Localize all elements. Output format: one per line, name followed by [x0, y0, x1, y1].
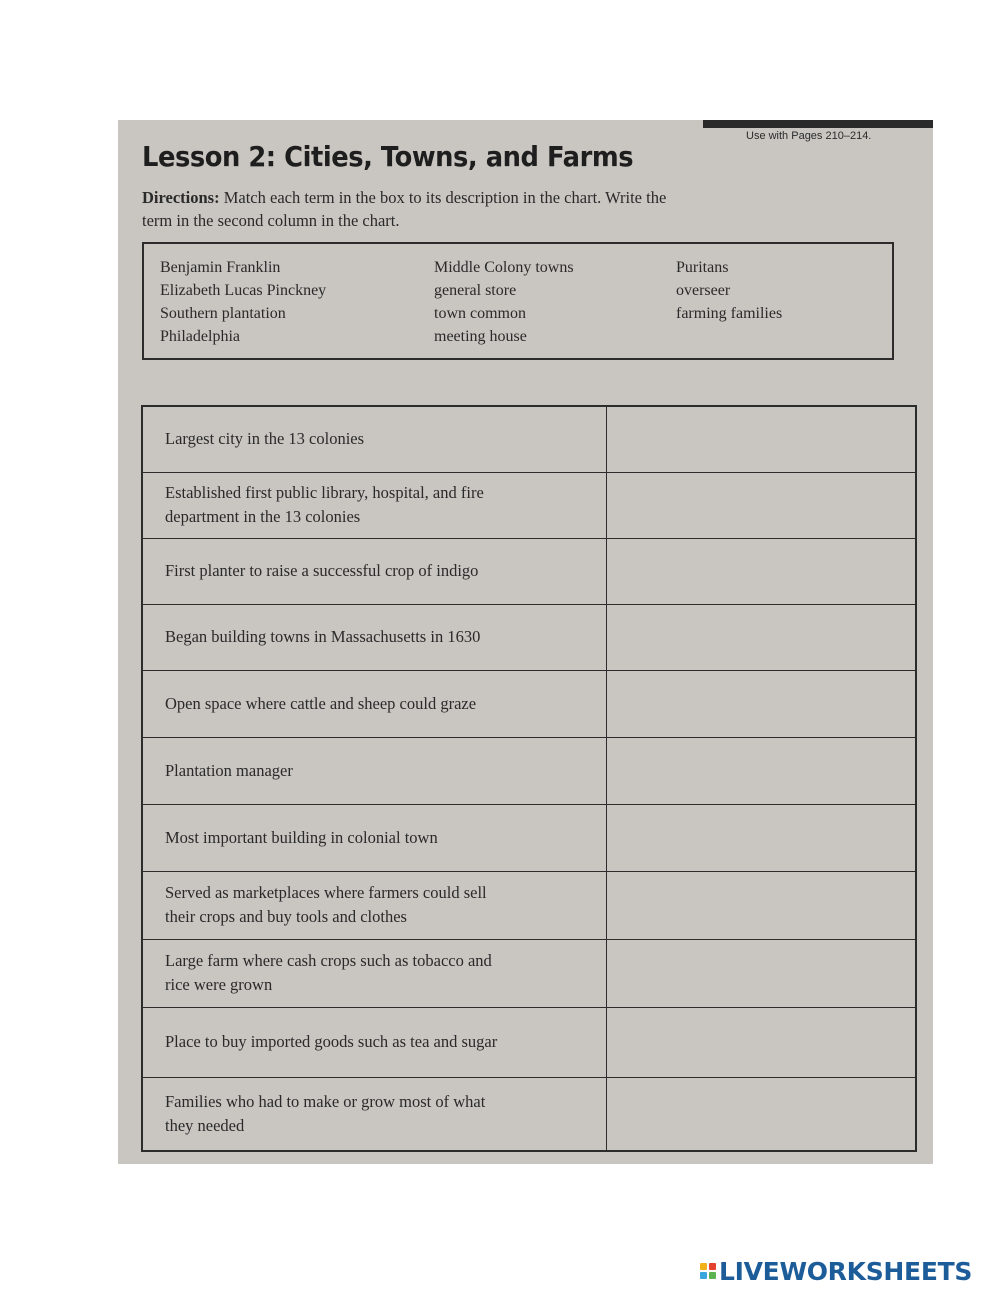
answer-input[interactable]	[607, 696, 915, 714]
table-row	[142, 1007, 916, 1077]
answer-input[interactable]	[607, 763, 915, 781]
term: Middle Colony towns	[434, 259, 574, 276]
term: Elizabeth Lucas Pinckney	[160, 282, 327, 299]
description-line: rice were grown	[165, 975, 273, 994]
lesson-title: Lesson 2: Cities, Towns, and Farms	[142, 140, 634, 173]
term: Southern plantation	[160, 305, 286, 322]
term: town common	[434, 305, 526, 322]
description-line: Established first public library, hospital, and fire	[165, 483, 484, 502]
term-column-3	[676, 256, 782, 325]
answer-input[interactable]	[607, 563, 915, 581]
description-cell	[142, 472, 607, 538]
directions-line-1: Match each term in the box to its description in the chart. Write the	[223, 188, 667, 207]
term-box	[142, 242, 894, 360]
answer-input[interactable]	[607, 1106, 915, 1124]
logo-square	[709, 1263, 716, 1270]
logo-square	[700, 1272, 707, 1279]
description-line: Most important building in colonial town	[165, 827, 438, 847]
liveworksheets-logo	[700, 1258, 972, 1284]
term: farming families	[676, 305, 783, 322]
directions-line-2: term in the second column in the chart.	[142, 211, 400, 230]
table-row	[142, 804, 916, 871]
answer-cell	[607, 472, 916, 538]
table-row	[142, 538, 916, 604]
answer-cell	[607, 406, 916, 472]
answer-cell	[607, 871, 916, 939]
logo-square	[709, 1272, 716, 1279]
description-line: Large farm where cash crops such as tobacco and	[165, 951, 492, 970]
description-cell	[142, 670, 607, 737]
table-row	[142, 604, 916, 670]
logo-mark-icon	[700, 1263, 716, 1279]
table-row	[142, 737, 916, 804]
term-column-2	[434, 256, 574, 348]
description-cell	[142, 871, 607, 939]
table-row	[142, 871, 916, 939]
term: Philadelphia	[160, 328, 240, 345]
term: Benjamin Franklin	[160, 259, 281, 276]
directions-label: Directions:	[142, 188, 220, 207]
description-cell	[142, 604, 607, 670]
description-line: department in the 13 colonies	[165, 507, 361, 526]
logo-text: LIVEWORKSHEETS	[719, 1256, 973, 1286]
use-with-note: Use with Pages 210–214.	[746, 130, 872, 142]
table-row	[142, 472, 916, 538]
description-line: Place to buy imported goods such as tea and sugar	[165, 1032, 498, 1051]
answer-cell	[607, 604, 916, 670]
answer-input[interactable]	[607, 1034, 915, 1052]
term: meeting house	[434, 328, 527, 345]
matching-chart	[141, 405, 917, 1152]
term: Puritans	[676, 259, 729, 276]
answer-cell	[607, 939, 916, 1007]
worksheet-photo	[118, 120, 933, 1164]
answer-cell	[607, 1077, 916, 1151]
term-column-1	[160, 256, 326, 348]
logo-square	[700, 1263, 707, 1270]
description-cell	[142, 406, 607, 472]
description-line: Families who had to make or grow most of what	[165, 1091, 486, 1111]
answer-cell	[607, 737, 916, 804]
answer-input[interactable]	[607, 629, 915, 647]
answer-cell	[607, 1007, 916, 1077]
description-line: they needed	[165, 1115, 245, 1135]
table-row	[142, 1077, 916, 1151]
description-line: Open space where cattle and sheep could graze	[165, 693, 477, 713]
page-tab-decoration	[703, 120, 933, 128]
description-cell	[142, 804, 607, 871]
directions	[142, 186, 802, 232]
answer-input[interactable]	[607, 897, 915, 915]
table-row	[142, 670, 916, 737]
description-cell	[142, 1077, 607, 1151]
description-cell	[142, 538, 607, 604]
description-line: First planter to raise a successful crop of indigo	[165, 561, 479, 580]
table-row	[142, 939, 916, 1007]
answer-cell	[607, 804, 916, 871]
term: overseer	[676, 282, 731, 299]
description-cell	[142, 737, 607, 804]
table-row	[142, 406, 916, 472]
answer-cell	[607, 670, 916, 737]
answer-input[interactable]	[607, 497, 915, 515]
term: general store	[434, 282, 517, 299]
description-line: Served as marketplaces where farmers could sell	[165, 883, 487, 902]
description-line: Began building towns in Massachusetts in 1630	[165, 627, 481, 646]
answer-cell	[607, 538, 916, 604]
description-line: Largest city in the 13 colonies	[165, 429, 365, 449]
description-cell	[142, 1007, 607, 1077]
description-cell	[142, 939, 607, 1007]
answer-input[interactable]	[607, 965, 915, 983]
answer-input[interactable]	[607, 431, 915, 449]
answer-input[interactable]	[607, 830, 915, 848]
description-line: their crops and buy tools and clothes	[165, 907, 407, 926]
description-line: Plantation manager	[165, 760, 293, 780]
